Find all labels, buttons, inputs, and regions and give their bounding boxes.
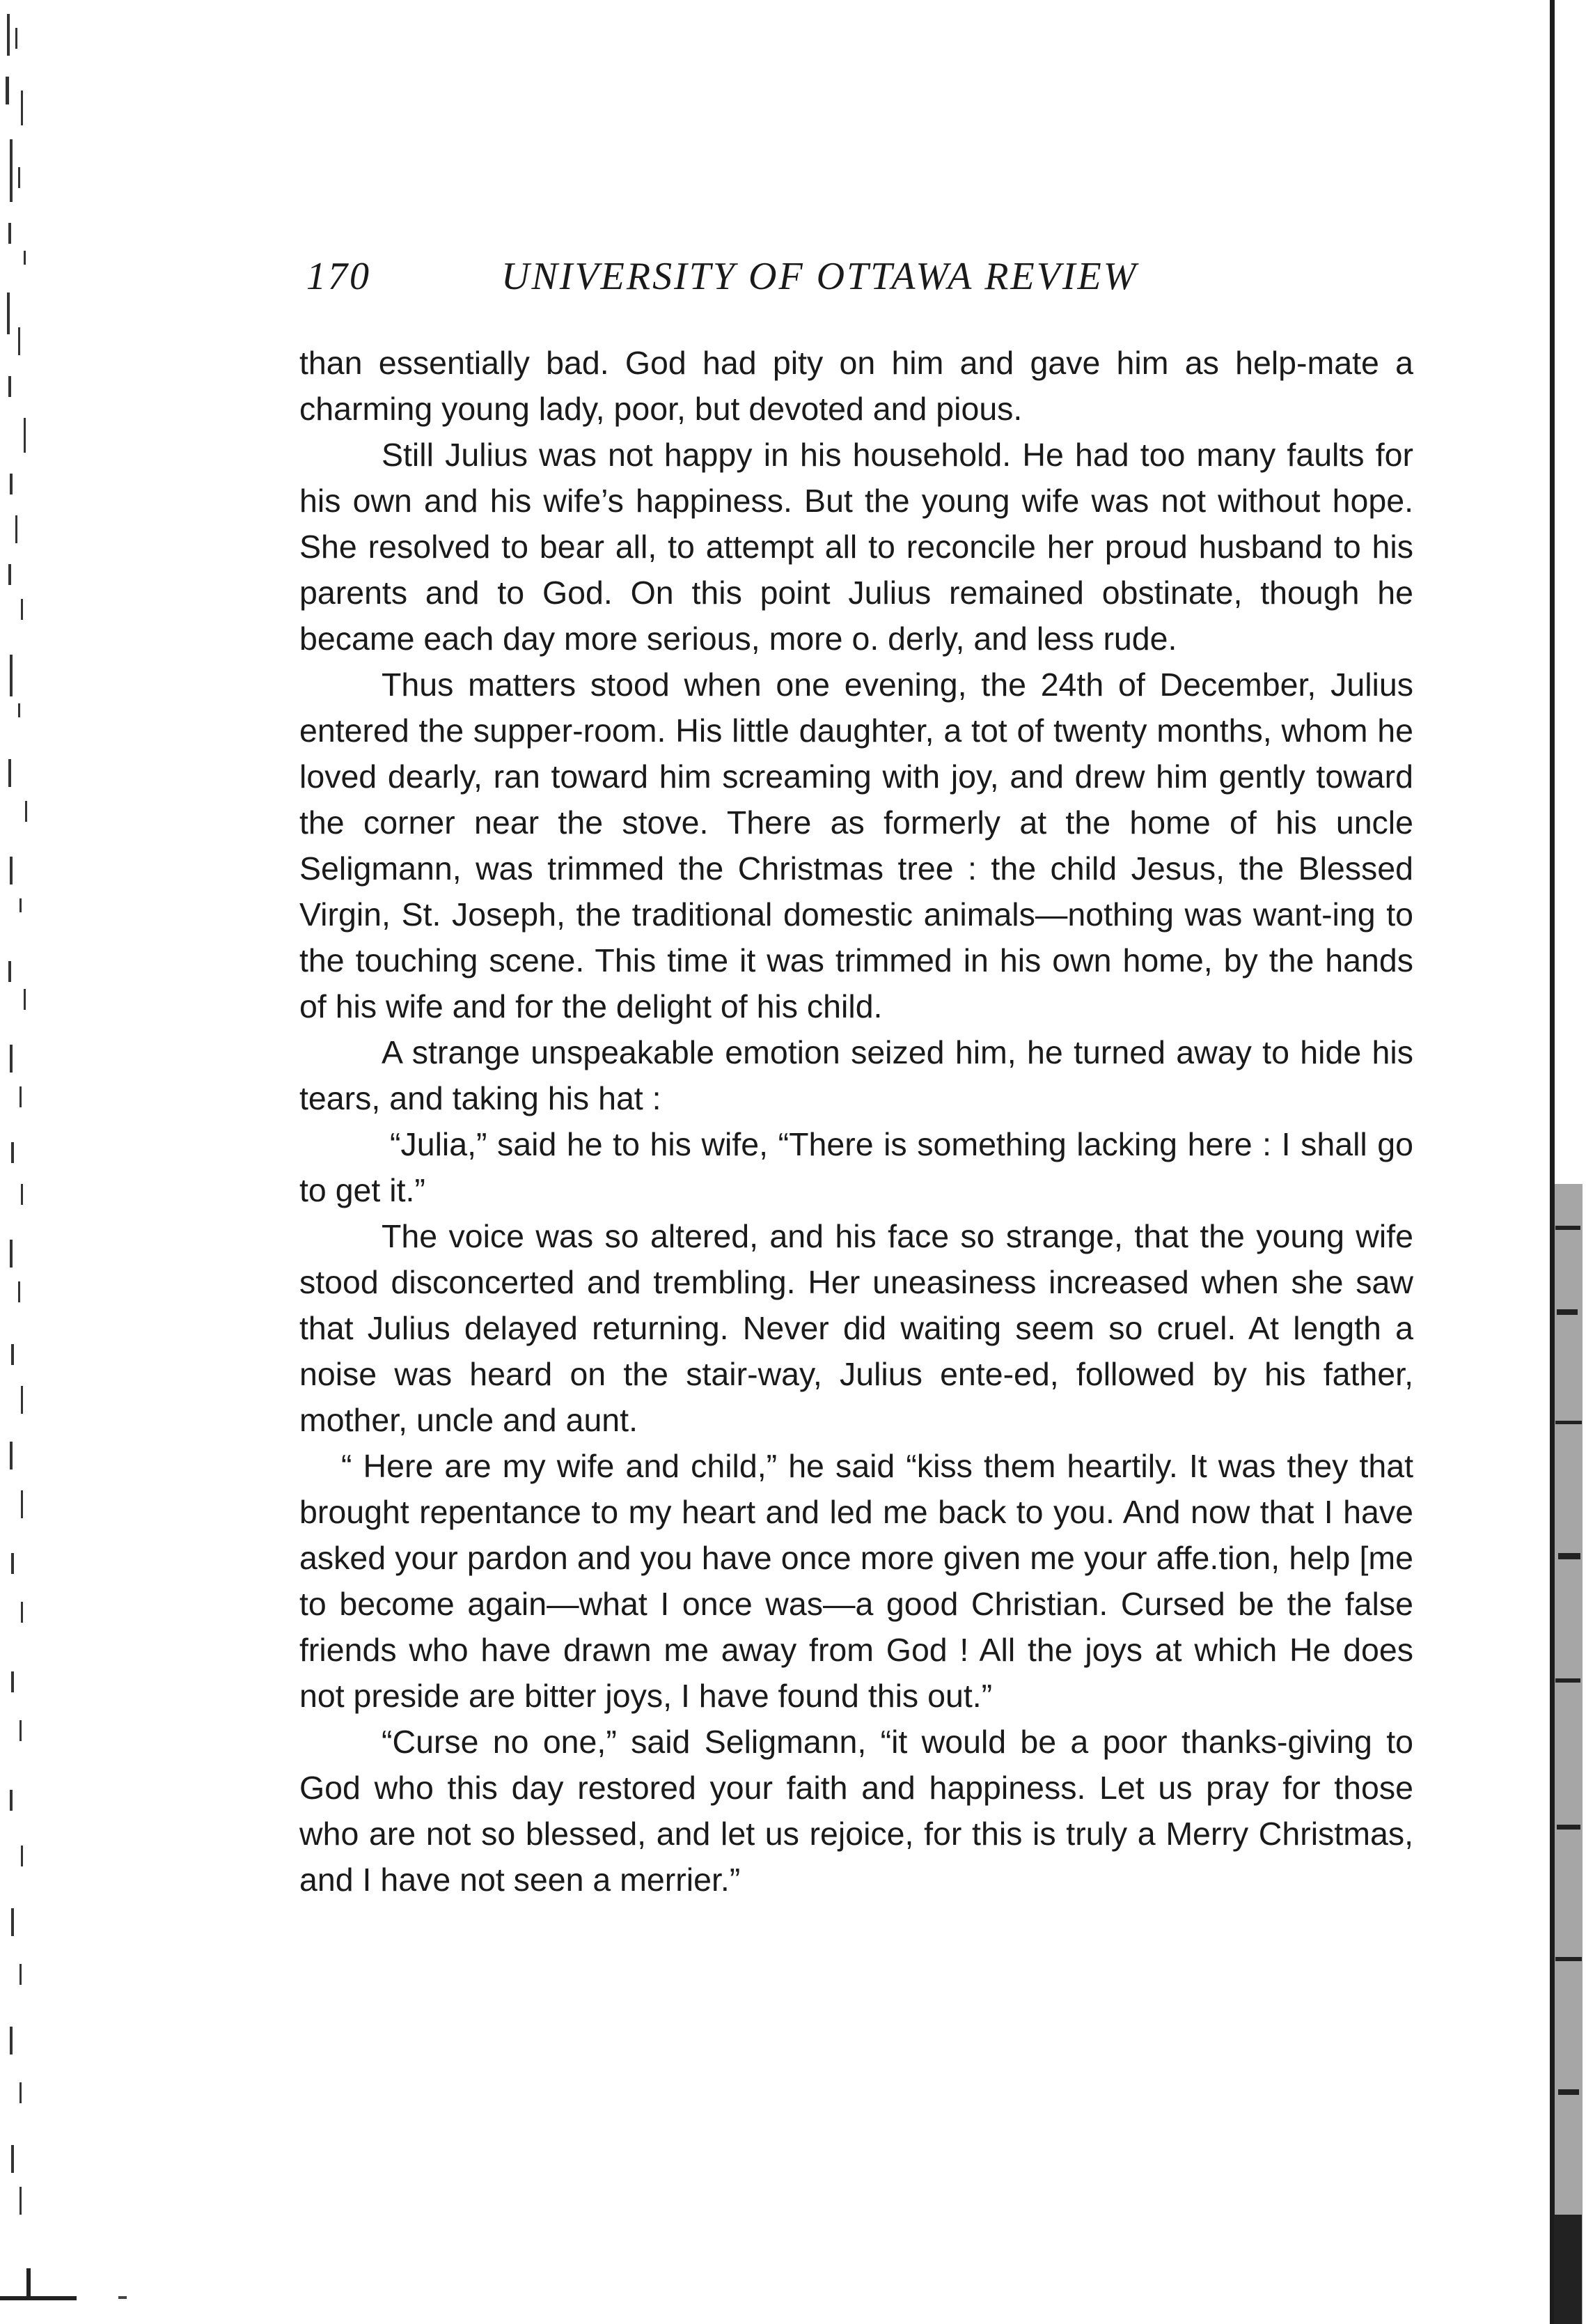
- running-header: [306, 247, 1420, 310]
- paragraph-dialogue: “Curse no one,” said Seligmann, “it would be a poor thanks-giving to God who this day restored your faith and happiness. Let us pray for those who are not so blessed, and let us rejoice, for this is truly a Merry Christmas, and I have not seen a merrier.”: [299, 1724, 1413, 1898]
- running-title: UNIVERSITY OF OTTAWA REVIEW: [501, 255, 1138, 298]
- scan-margin-speckles: [0, 0, 63, 2324]
- article-body: [299, 340, 1413, 1903]
- paragraph-continuation: than essentially bad. God had pity on him and gave him as help-mate a charming young lady, poor, but devoted and pious.: [299, 345, 1413, 427]
- paragraph: Thus matters stood when one evening, the 24th of December, Julius entered the supper-room. His little daughter, a tot of twenty months, whom he loved dearly, ran toward him screaming with joy, and drew him gently toward the corner near the stove. There as formerly at the home of his uncle Seligmann, was trimmed the Christmas tree : the child Jesus, the Blessed Virgin, St. Joseph, the traditional domestic animals—nothing was want-ing to the touching scene. This time it was trimmed in his own home, by the hands of his wife and for the delight of his child.: [299, 666, 1413, 1024]
- paragraph: Still Julius was not happy in his household. He had too many faults for his own and his wife’s happiness. But the young wife was not without hope. She resolved to bear all, to attempt all to reconcile her proud husband to his parents and to God. On this point Julius remained obstinate, though he became each day more serious, more o. derly, and less rude.: [299, 437, 1413, 657]
- paragraph-dialogue: “ Here are my wife and child,” he said “kiss them heartily. It was they that brought repentance to my heart and led me back to you. And now that I have asked your pardon and you have once more given me your affe.tion, help [me to become again—what I once was—a good Christian. Cursed be the false friends who have drawn me away from God ! All the joys at which He does not preside are bitter joys, I have found this out.”: [299, 1448, 1413, 1714]
- page-number: 170: [306, 255, 371, 298]
- scan-corner-mark: [0, 2268, 167, 2324]
- paragraph: The voice was so altered, and his face so strange, that the young wife stood disconcerted and trembling. Her uneasiness increased when she saw that Julius delayed returning. Never did waiting seem so cruel. At length a noise was heard on the stair-way, Julius ente-ed, followed by his father, mother, uncle and aunt.: [299, 1218, 1413, 1438]
- paragraph: A strange unspeakable emotion seized him, he turned away to hide his tears, and taking his hat :: [299, 1034, 1413, 1116]
- page-edge-border: [1544, 0, 1586, 2324]
- paragraph-dialogue: “Julia,” said he to his wife, “There is something lacking here : I shall go to get it.”: [299, 1126, 1413, 1208]
